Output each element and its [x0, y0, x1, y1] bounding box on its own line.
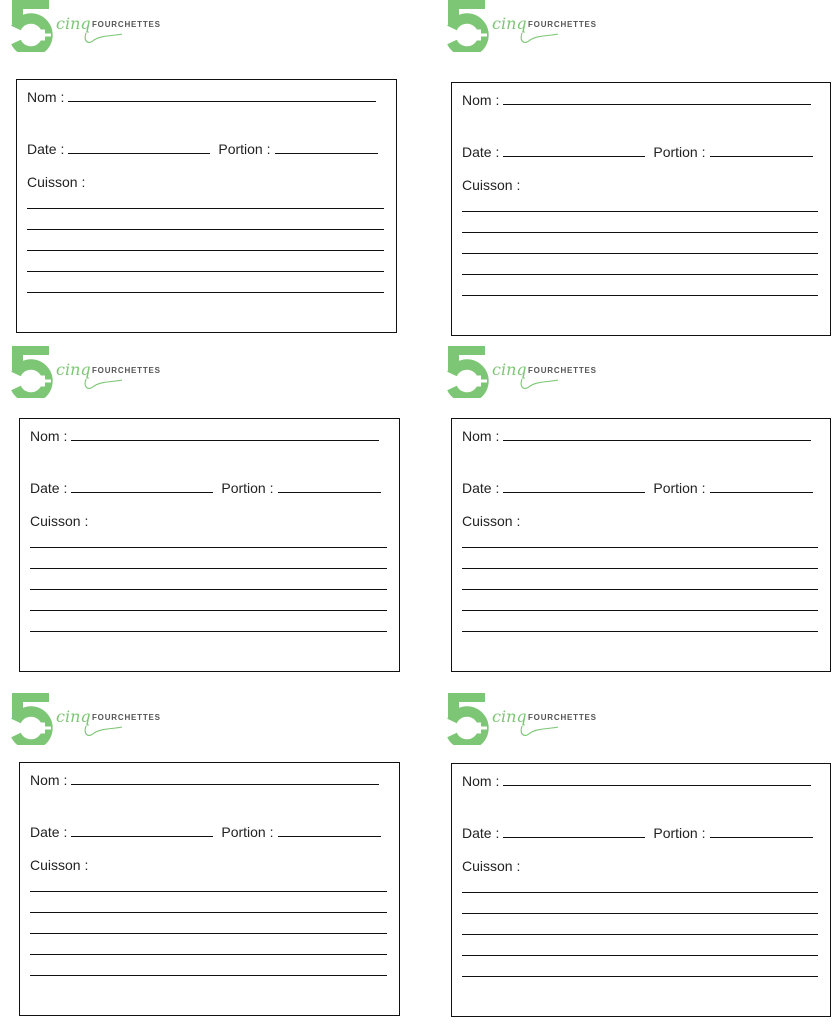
cuisson-write-line[interactable]: [462, 610, 818, 611]
cuisson-label: Cuisson :: [27, 174, 86, 190]
portion-input-line[interactable]: [278, 492, 381, 493]
nom-input-line[interactable]: [71, 440, 379, 441]
nom-label: Nom :: [462, 92, 500, 108]
nom-label: Nom :: [27, 89, 65, 105]
logo-graphic: [10, 346, 180, 398]
cuisson-write-line[interactable]: [462, 295, 818, 296]
cuisson-field: [30, 513, 92, 529]
cuisson-write-line[interactable]: [462, 568, 818, 569]
cuisson-write-line[interactable]: [30, 610, 387, 611]
cuisson-label: Cuisson :: [462, 177, 521, 193]
date-input-line[interactable]: [71, 492, 213, 493]
date-portion-row: [462, 825, 813, 841]
nom-input-line[interactable]: [503, 440, 811, 441]
date-input-line[interactable]: [503, 837, 645, 838]
portion-input-line[interactable]: [710, 837, 813, 838]
logo-swash: [521, 726, 558, 735]
logo-swash: [85, 379, 122, 388]
cuisson-write-line[interactable]: [30, 631, 387, 632]
recipe-card: [451, 763, 831, 1017]
cuisson-write-line[interactable]: [27, 271, 384, 272]
cuisson-write-line[interactable]: [462, 913, 818, 914]
cuisson-field: [27, 174, 89, 190]
logo-swash: [85, 33, 122, 42]
portion-label: Portion :: [653, 144, 706, 160]
brand-logo: [10, 693, 180, 745]
logo-script-word: cinq: [56, 707, 91, 726]
cuisson-write-line[interactable]: [462, 547, 818, 548]
nom-field: [27, 89, 376, 105]
cuisson-write-line[interactable]: [30, 954, 387, 955]
date-label: Date :: [30, 480, 68, 496]
nom-field: [462, 428, 811, 444]
cuisson-write-line[interactable]: [30, 547, 387, 548]
logo-wordmark: FOURCHETTES: [528, 713, 597, 722]
cuisson-write-line[interactable]: [30, 568, 387, 569]
cuisson-write-line[interactable]: [462, 589, 818, 590]
brand-logo: [446, 0, 616, 52]
cuisson-write-line[interactable]: [462, 631, 818, 632]
date-input-line[interactable]: [503, 492, 645, 493]
logo-script-word: cinq: [492, 707, 527, 726]
date-input-line[interactable]: [503, 156, 645, 157]
cuisson-write-line[interactable]: [462, 232, 818, 233]
portion-label: Portion :: [221, 480, 274, 496]
nom-input-line[interactable]: [71, 784, 379, 785]
cuisson-label: Cuisson :: [30, 857, 89, 873]
recipe-card: [19, 762, 400, 1016]
date-input-line[interactable]: [68, 153, 210, 154]
portion-label: Portion :: [221, 824, 274, 840]
cuisson-write-line[interactable]: [27, 229, 384, 230]
cuisson-field: [462, 513, 524, 529]
cuisson-write-line[interactable]: [30, 975, 387, 976]
brand-logo: [10, 346, 180, 398]
date-portion-row: [30, 480, 381, 496]
date-input-line[interactable]: [71, 836, 213, 837]
nom-label: Nom :: [462, 428, 500, 444]
cuisson-label: Cuisson :: [30, 513, 89, 529]
logo-script-word: cinq: [492, 14, 527, 33]
portion-input-line[interactable]: [710, 492, 813, 493]
cuisson-write-line[interactable]: [462, 892, 818, 893]
cuisson-write-line[interactable]: [462, 955, 818, 956]
brand-logo: [446, 693, 616, 745]
date-label: Date :: [462, 144, 500, 160]
recipe-card: [451, 82, 831, 336]
logo-graphic: [446, 346, 616, 398]
logo-graphic: [446, 0, 616, 52]
logo-graphic: [446, 693, 616, 745]
nom-field: [30, 772, 379, 788]
date-portion-row: [27, 141, 378, 157]
nom-input-line[interactable]: [503, 104, 811, 105]
cuisson-write-line[interactable]: [462, 274, 818, 275]
cuisson-write-line[interactable]: [27, 208, 384, 209]
logo-script-word: cinq: [56, 360, 91, 379]
logo-graphic: [10, 693, 180, 745]
nom-field: [462, 92, 811, 108]
cuisson-write-line[interactable]: [30, 933, 387, 934]
nom-label: Nom :: [462, 773, 500, 789]
date-portion-row: [462, 144, 813, 160]
date-label: Date :: [462, 825, 500, 841]
logo-swash: [85, 726, 122, 735]
date-label: Date :: [27, 141, 65, 157]
logo-swash: [521, 379, 558, 388]
cuisson-write-line[interactable]: [27, 250, 384, 251]
logo-wordmark: FOURCHETTES: [92, 366, 161, 375]
cuisson-write-line[interactable]: [462, 253, 818, 254]
portion-label: Portion :: [653, 825, 706, 841]
nom-field: [30, 428, 379, 444]
portion-label: Portion :: [218, 141, 271, 157]
recipe-card: [16, 79, 397, 333]
logo-script-word: cinq: [492, 360, 527, 379]
cuisson-field: [30, 857, 92, 873]
recipe-card: [19, 418, 400, 672]
date-portion-row: [462, 480, 813, 496]
cuisson-write-line[interactable]: [462, 976, 818, 977]
logo-wordmark: FOURCHETTES: [528, 366, 597, 375]
cuisson-write-line[interactable]: [30, 891, 387, 892]
cuisson-write-line[interactable]: [30, 912, 387, 913]
logo-wordmark: FOURCHETTES: [92, 20, 161, 29]
portion-label: Portion :: [653, 480, 706, 496]
portion-input-line[interactable]: [278, 836, 381, 837]
cuisson-label: Cuisson :: [462, 858, 521, 874]
cuisson-field: [462, 177, 524, 193]
logo-graphic: [10, 0, 180, 52]
cuisson-write-line[interactable]: [462, 934, 818, 935]
nom-input-line[interactable]: [503, 785, 811, 786]
nom-field: [462, 773, 811, 789]
cuisson-label: Cuisson :: [462, 513, 521, 529]
cuisson-field: [462, 858, 524, 874]
portion-input-line[interactable]: [275, 153, 378, 154]
nom-label: Nom :: [30, 428, 68, 444]
cuisson-write-line[interactable]: [462, 211, 818, 212]
logo-script-word: cinq: [56, 14, 91, 33]
logo-wordmark: FOURCHETTES: [92, 713, 161, 722]
date-label: Date :: [462, 480, 500, 496]
cuisson-write-line[interactable]: [27, 292, 384, 293]
date-label: Date :: [30, 824, 68, 840]
recipe-card: [451, 418, 831, 672]
portion-input-line[interactable]: [710, 156, 813, 157]
logo-wordmark: FOURCHETTES: [528, 20, 597, 29]
brand-logo: [446, 346, 616, 398]
nom-label: Nom :: [30, 772, 68, 788]
cuisson-write-line[interactable]: [30, 589, 387, 590]
brand-logo: [10, 0, 180, 52]
logo-swash: [521, 33, 558, 42]
date-portion-row: [30, 824, 381, 840]
nom-input-line[interactable]: [68, 101, 376, 102]
